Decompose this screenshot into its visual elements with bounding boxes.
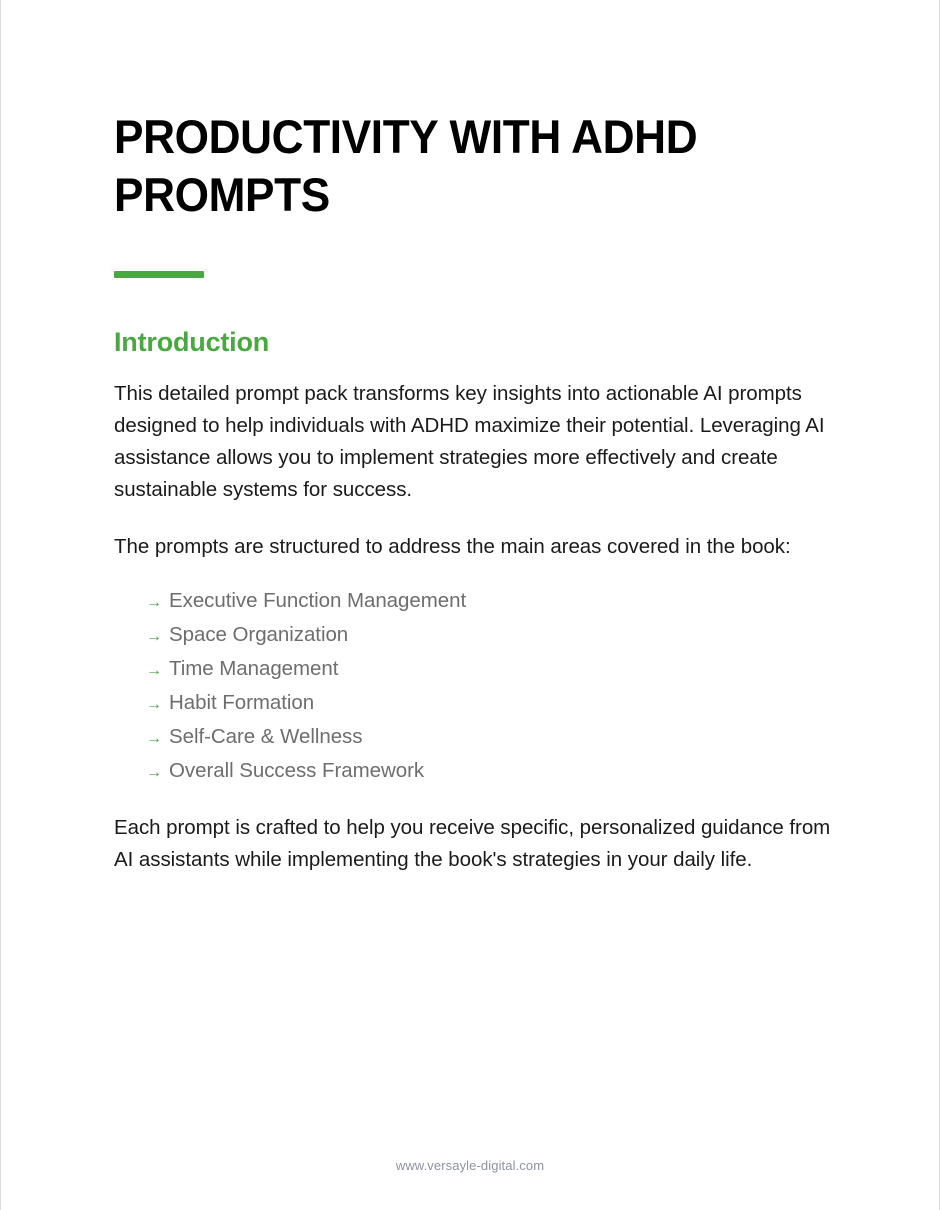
intro-paragraph-3: Each prompt is crafted to help you receive specific, personalized guidance from AI assistants while implementing the book's strategies in your daily life. <box>114 816 831 871</box>
list-item-label: Space Organization <box>169 623 349 646</box>
title-divider <box>114 271 836 279</box>
list-item-label: Time Management <box>169 657 339 680</box>
list-item-label: Habit Formation <box>169 691 315 714</box>
footer-website: www.versayle-digital.com <box>395 1158 545 1173</box>
intro-paragraph-2: The prompts are structured to address the main areas covered in the book: <box>114 535 791 558</box>
section-heading-introduction: Introduction <box>114 327 270 357</box>
list-item <box>146 687 836 721</box>
arrow-right-icon: → <box>146 764 162 781</box>
intro-paragraph-1: This detailed prompt pack transforms key insights into actionable AI prompts designed to help individuals with ADHD maximize their potential. Leveraging AI assistance allows you to implement strategies more effectively and create sustainable systems for success. <box>114 382 825 501</box>
list-item-label: Overall Success Framework <box>169 759 425 782</box>
topic-list <box>114 563 836 789</box>
arrow-right-icon: → <box>146 696 162 713</box>
arrow-right-icon: → <box>146 662 162 679</box>
list-item <box>146 721 836 755</box>
arrow-right-icon: → <box>146 730 162 747</box>
list-item <box>146 619 836 653</box>
list-item-label: Self-Care & Wellness <box>169 725 363 748</box>
list-item <box>146 755 836 789</box>
list-item <box>146 653 836 687</box>
arrow-right-icon: → <box>146 594 162 611</box>
arrow-right-icon: → <box>146 628 162 645</box>
green-rule <box>114 271 204 278</box>
page-content <box>114 0 836 876</box>
list-item <box>146 585 836 619</box>
page-title: PRODUCTIVITY WITH ADHD PROMPTS <box>114 110 698 221</box>
list-item-label: Executive Function Management <box>169 589 467 612</box>
page-footer <box>1 1157 939 1175</box>
